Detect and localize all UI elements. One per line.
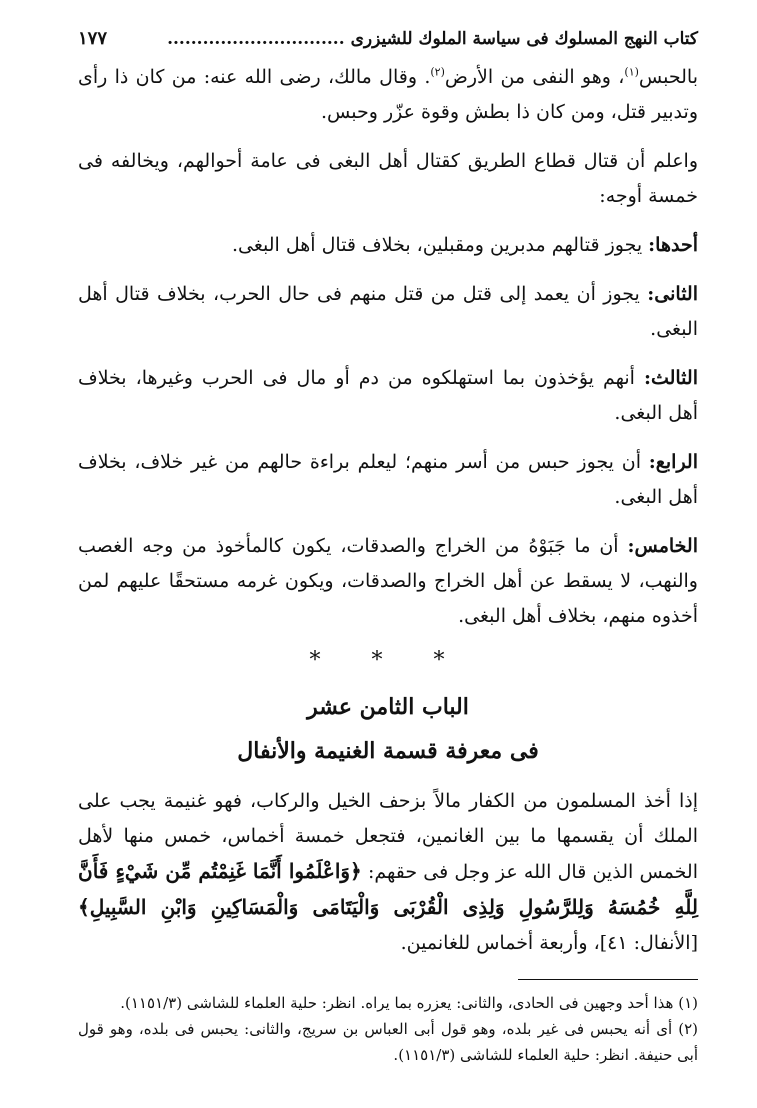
p1-text-b: ، وهو النفى من الأرض <box>444 66 625 88</box>
list-item <box>78 277 698 347</box>
p1-text-a: بالحبس <box>638 66 698 88</box>
item-text: أنهم يؤخذون بما استهلكوه من دم أو مال فى الحرب وغيرها، بخلاف أهل البغى. <box>78 367 698 424</box>
section-separator: * * * <box>309 648 467 673</box>
chapter-text-a: إذا أخذ المسلمون من الكفار مالاً بزحف الخيل والركاب، فهو غنيمة يجب على الملك أن يقسمها ما بين الغانمين، فتجعل خمسة أخماس، خمس منها لأهل الخمس الذين قال الله عز وجل فى حقهم: <box>78 790 698 883</box>
paragraph-2: واعلم أن قتال قطاع الطريق كقتال أهل البغى فى عامة أحوالهم، ويخالفه فى خمسة أوجه: <box>78 150 698 207</box>
page-number: ١٧٧ <box>78 28 108 49</box>
item-lead: الثانى: <box>647 283 698 305</box>
item-lead: الرابع: <box>648 451 698 473</box>
footnote-2: (٢) أى أنه يحبس فى غير بلده، وهو قول أبى العباس بن سريج، والثانى: يحبس فى بلده، وهو قول أبى حنيفة. انظر: حلية العلماء للشاشى (١١٥١/٣). <box>78 1020 698 1064</box>
list-item <box>78 529 698 634</box>
chapter-text-b: [الأنفال: ٤١]، وأربعة أخماس للغانمين. <box>400 932 698 954</box>
item-text: يجوز أن يعمد إلى قتل من قتل منهم فى حال الحرب، بخلاف قتال أهل البغى. <box>78 283 698 340</box>
chapter-title: الباب الثامن عشر <box>307 694 469 720</box>
chapter-subtitle: فى معرفة قسمة الغنيمة والأنفال <box>237 738 539 764</box>
running-header <box>78 28 698 58</box>
item-text: أن ما جَبَوْهُ من الخراج والصدقات، يكون كالمأخوذ من وجه الغصب والنهب، لا يسقط عن أهل الخراج والصدقات، ويكون غرمه مستحقًا عليهم لمن أخذوه منهم، بخلاف أهل البغى. <box>78 535 698 627</box>
footnote-ref-2[interactable]: (٢) <box>430 65 445 79</box>
quran-verse: ﴿وَاعْلَمُوا أَنَّمَا غَنِمْتُم مِّن شَيْءٍ فَأَنَّ لِلَّهِ خُمُسَهُ وَلِلرَّسُولِ وَلِذِى الْقُرْبَى وَالْيَتَامَى وَالْمَسَاكِينِ وَابْنِ السَّبِيلِ﴾ <box>78 859 698 919</box>
header-dots: .............................. <box>167 29 345 49</box>
item-text: يجوز قتالهم مدبرين ومقبلين، بخلاف قتال أهل البغى. <box>231 234 649 256</box>
item-lead: الخامس: <box>627 535 698 557</box>
footnote-1: (١) هذا أحد وجهين فى الحادى، والثانى: يعزره بما يراه. انظر: حلية العلماء للشاشى (١١٥١/٣). <box>120 994 698 1012</box>
item-lead: أحدها: <box>648 234 698 256</box>
list-item <box>78 361 698 431</box>
footnote-divider <box>518 979 698 980</box>
book-title <box>167 29 698 49</box>
item-lead: الثالث: <box>643 367 698 389</box>
paragraph-1 <box>78 60 698 130</box>
list-item <box>78 445 698 515</box>
list-item <box>78 228 698 263</box>
page <box>78 28 698 1068</box>
book-title-text: كتاب النهج المسلوك فى سياسة الملوك للشيزرى <box>350 29 698 49</box>
p1-text-c: . وقال مالك، رضى الله عنه: من كان ذا رأى وتدبير قتل، ومن كان ذا بطش وقوة عزّر وحبس. <box>78 66 698 123</box>
chapter-paragraph <box>78 784 698 961</box>
footnote-ref-1[interactable]: (١) <box>624 65 639 79</box>
item-text: أن يجوز حبس من أسر منهم؛ ليعلم براءة حالهم من غير خلاف، بخلاف أهل البغى. <box>78 451 698 508</box>
